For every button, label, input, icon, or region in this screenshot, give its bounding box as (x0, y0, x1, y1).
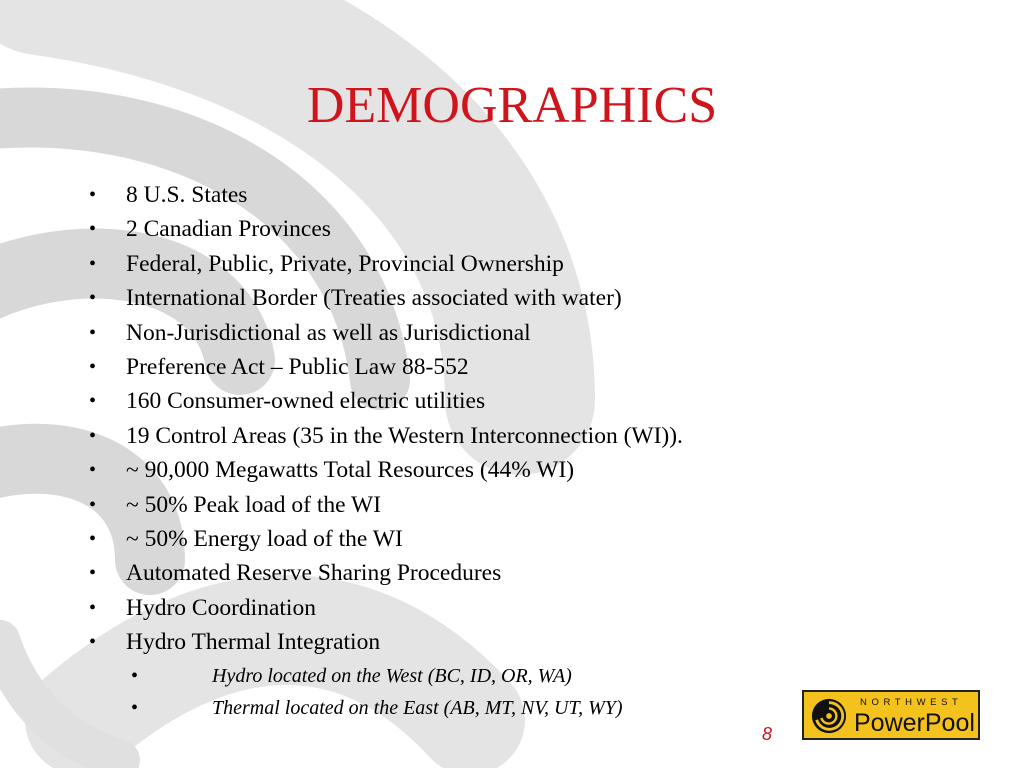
bullet-item (84, 350, 683, 384)
bullet-item (84, 522, 683, 556)
bullet-item (84, 488, 683, 522)
bullet-list (84, 178, 683, 724)
sub-bullet-dot-icon: • (131, 664, 139, 687)
bullet-dot-icon: • (89, 493, 97, 516)
bullet-item (84, 316, 683, 350)
logo-top-word: NORTHWEST (860, 697, 963, 708)
sub-bullet-item (126, 692, 683, 724)
bullet-dot-icon: • (89, 287, 97, 310)
bullet-dot-icon: • (89, 252, 97, 275)
sub-bullet-text: Thermal located on the East (AB, MT, NV, UT, WY) (212, 696, 623, 719)
sub-bullet-text: Hydro located on the West (BC, ID, OR, WA) (212, 664, 572, 687)
bullet-item (84, 591, 683, 625)
bullet-text: 19 Control Areas (35 in the Western Interconnection (WI)). (126, 422, 683, 449)
swirl-logo-icon (810, 697, 848, 735)
northwest-powerpool-logo (802, 690, 980, 740)
bullet-item (84, 384, 683, 418)
bullet-dot-icon: • (89, 356, 97, 379)
bullet-text: ~ 50% Peak load of the WI (126, 491, 382, 518)
bullet-dot-icon: • (89, 562, 97, 585)
bullet-item (84, 212, 683, 246)
slide-title: DEMOGRAPHICS (306, 77, 718, 134)
bullet-text: ~ 50% Energy load of the WI (126, 526, 403, 553)
bullet-item (84, 247, 683, 281)
bullet-dot-icon: • (89, 631, 97, 654)
bullet-dot-icon: • (89, 184, 97, 206)
sub-bullet-item (126, 660, 683, 692)
sub-bullet-dot-icon: • (131, 696, 139, 719)
bullet-text: Automated Reserve Sharing Procedures (126, 560, 502, 587)
bullet-text: 8 U.S. States (126, 182, 248, 208)
bullet-dot-icon: • (89, 218, 97, 241)
bullet-text: Hydro Thermal Integration (126, 629, 381, 656)
sub-bullet-list (126, 660, 683, 724)
bullet-item (84, 178, 683, 212)
bullet-text: Preference Act – Public Law 88-552 (126, 354, 469, 381)
bullet-item (84, 453, 683, 487)
bullet-item (84, 556, 683, 590)
bullet-text: 2 Canadian Provinces (126, 216, 331, 243)
bullet-dot-icon: • (89, 321, 97, 344)
bullet-dot-icon: • (89, 596, 97, 619)
bullet-text: 160 Consumer-owned electric utilities (126, 388, 486, 415)
bullet-dot-icon: • (89, 390, 97, 413)
bullet-text: Federal, Public, Private, Provincial Ownership (126, 250, 564, 277)
bullet-item (84, 419, 683, 453)
bullet-item (84, 281, 683, 315)
bullet-text: Non-Jurisdictional as well as Jurisdictional (126, 319, 531, 346)
bullet-dot-icon: • (89, 424, 97, 447)
bullet-text: ~ 90,000 Megawatts Total Resources (44% WI) (126, 457, 575, 484)
logo-main-word: PowerPool (854, 709, 975, 737)
bullet-dot-icon: • (89, 528, 97, 551)
bullet-item (84, 625, 683, 723)
bullet-text: International Border (Treaties associated with water) (126, 285, 622, 312)
page-number: 8 (762, 724, 773, 744)
bullet-text: Hydro Coordination (126, 594, 316, 621)
bullet-dot-icon: • (89, 459, 97, 482)
